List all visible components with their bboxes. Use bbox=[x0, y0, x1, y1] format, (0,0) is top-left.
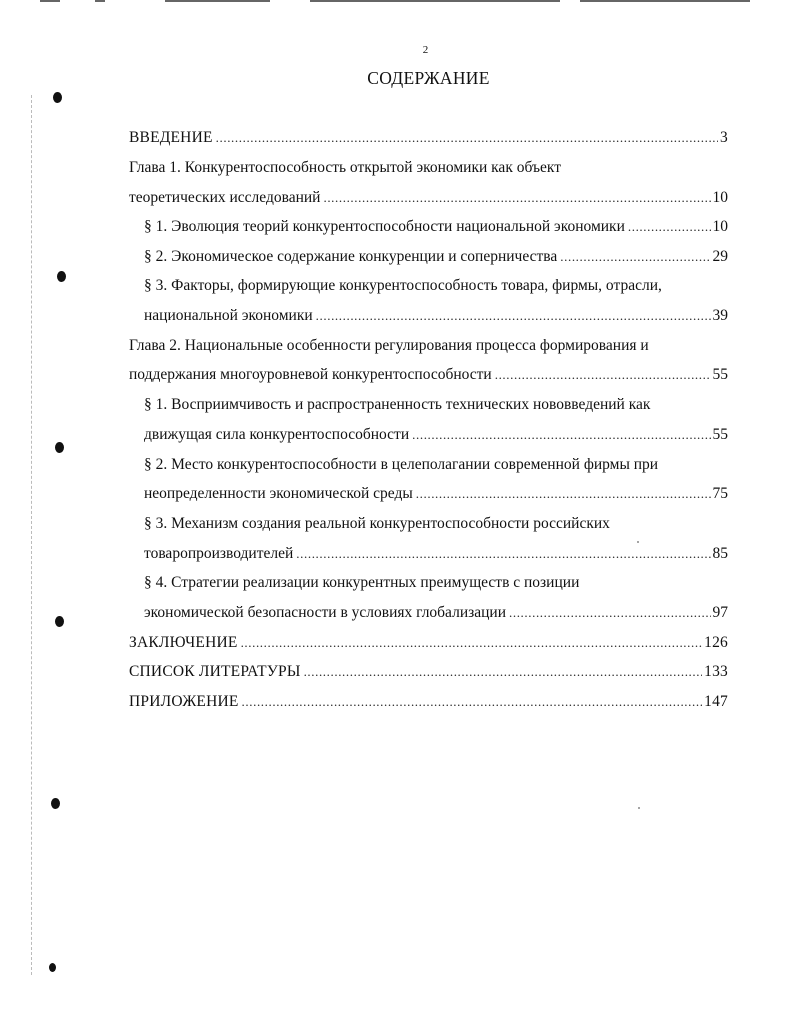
toc-entry-text: ПРИЛОЖЕНИЕ bbox=[129, 693, 239, 710]
toc-entry[interactable] bbox=[129, 691, 728, 713]
scan-border-line bbox=[95, 0, 105, 2]
toc-entry-text: неопределенности экономической среды bbox=[144, 485, 413, 502]
toc-leader-dots bbox=[241, 632, 703, 654]
toc-leader-dots bbox=[216, 127, 718, 149]
toc-entry-text: национальной экономики bbox=[144, 307, 313, 324]
toc-entry-text: теоретических исследований bbox=[129, 189, 321, 206]
toc-entry-text: ЗАКЛЮЧЕНИЕ bbox=[129, 634, 238, 651]
toc-entry-heading[interactable]: § 2. Место конкурентоспособности в целеполагании современной фирмы при bbox=[144, 456, 659, 473]
page-number: 2 bbox=[422, 44, 429, 56]
toc-entry-text: § 2. Экономическое содержание конкуренции и соперничества bbox=[144, 248, 558, 265]
scan-margin-line bbox=[31, 95, 32, 975]
toc-page-number: 55 bbox=[712, 426, 728, 443]
punch-hole-mark bbox=[53, 92, 62, 103]
toc-leader-dots bbox=[495, 364, 711, 386]
scan-speck bbox=[638, 807, 640, 809]
toc-page-number: 97 bbox=[712, 604, 728, 621]
scan-border-line bbox=[40, 0, 60, 2]
toc-entry[interactable] bbox=[144, 246, 728, 268]
toc-entry-text: § 1. Эволюция теорий конкурентоспособности национальной экономики bbox=[144, 218, 625, 235]
toc-page-number: 147 bbox=[704, 693, 728, 710]
toc-page-number: 55 bbox=[712, 366, 728, 383]
toc-leader-dots bbox=[316, 305, 711, 327]
toc-entry[interactable] bbox=[129, 632, 728, 654]
page-title: СОДЕРЖАНИЕ bbox=[367, 68, 490, 88]
toc-entry-heading[interactable]: § 3. Механизм создания реальной конкурентоспособности российских bbox=[144, 515, 610, 532]
toc-page-number: 10 bbox=[712, 189, 728, 206]
toc-page-number: 3 bbox=[720, 129, 728, 146]
toc-leader-dots bbox=[242, 691, 703, 713]
toc-entry-text: СПИСОК ЛИТЕРАТУРЫ bbox=[129, 663, 301, 680]
punch-hole-mark bbox=[49, 963, 56, 972]
punch-hole-mark bbox=[55, 616, 64, 627]
toc-entry-text: ВВЕДЕНИЕ bbox=[129, 129, 213, 146]
toc-page-number: 126 bbox=[704, 634, 728, 651]
toc-leader-dots bbox=[304, 661, 703, 683]
toc-page-number: 85 bbox=[712, 545, 728, 562]
toc-page-number: 133 bbox=[704, 663, 728, 680]
punch-hole-mark bbox=[57, 271, 66, 282]
toc-entry-heading[interactable]: § 4. Стратегии реализации конкурентных преимуществ с позиции bbox=[144, 574, 580, 591]
toc-entry-text: товаропроизводителей bbox=[144, 545, 294, 562]
toc-page-number: 75 bbox=[712, 485, 728, 502]
toc-entry-heading[interactable]: Глава 2. Национальные особенности регулирования процесса формирования и bbox=[129, 337, 649, 354]
toc-leader-dots bbox=[628, 216, 711, 238]
toc-entry-heading[interactable]: Глава 1. Конкурентоспособность открытой экономики как объект bbox=[129, 159, 561, 176]
toc-leader-dots bbox=[296, 543, 710, 565]
scan-border-line bbox=[165, 0, 270, 2]
scan-border-line bbox=[310, 0, 560, 2]
toc-entry[interactable] bbox=[144, 543, 728, 565]
toc-entry[interactable] bbox=[144, 602, 728, 624]
toc-leader-dots bbox=[560, 246, 710, 268]
punch-hole-mark bbox=[55, 442, 64, 453]
toc-entry-heading[interactable]: § 3. Факторы, формирующие конкурентоспособность товара, фирмы, отрасли, bbox=[144, 277, 662, 294]
toc-leader-dots bbox=[323, 187, 710, 209]
toc-entry-heading[interactable]: § 1. Восприимчивость и распространенность технических нововведений как bbox=[144, 396, 651, 413]
toc-entry-text: экономической безопасности в условиях глобализации bbox=[144, 604, 506, 621]
toc-entry[interactable] bbox=[129, 364, 728, 386]
toc-entry[interactable] bbox=[129, 127, 728, 149]
toc-entry[interactable] bbox=[144, 483, 728, 505]
toc-page-number: 29 bbox=[712, 248, 728, 265]
toc-entry[interactable] bbox=[129, 187, 728, 209]
toc-leader-dots bbox=[412, 424, 710, 446]
toc-leader-dots bbox=[509, 602, 711, 624]
punch-hole-mark bbox=[51, 798, 60, 809]
toc-entry-text: поддержания многоуровневой конкурентоспособности bbox=[129, 366, 492, 383]
toc-page-number: 39 bbox=[712, 307, 728, 324]
toc-entry[interactable] bbox=[144, 305, 728, 327]
toc-entry[interactable] bbox=[144, 424, 728, 446]
toc-entry[interactable] bbox=[144, 216, 728, 238]
toc-entry[interactable] bbox=[129, 661, 728, 683]
toc-leader-dots bbox=[416, 483, 711, 505]
toc-entry-text: движущая сила конкурентоспособности bbox=[144, 426, 410, 443]
scan-border-line bbox=[580, 0, 750, 2]
toc-page-number: 10 bbox=[712, 218, 728, 235]
